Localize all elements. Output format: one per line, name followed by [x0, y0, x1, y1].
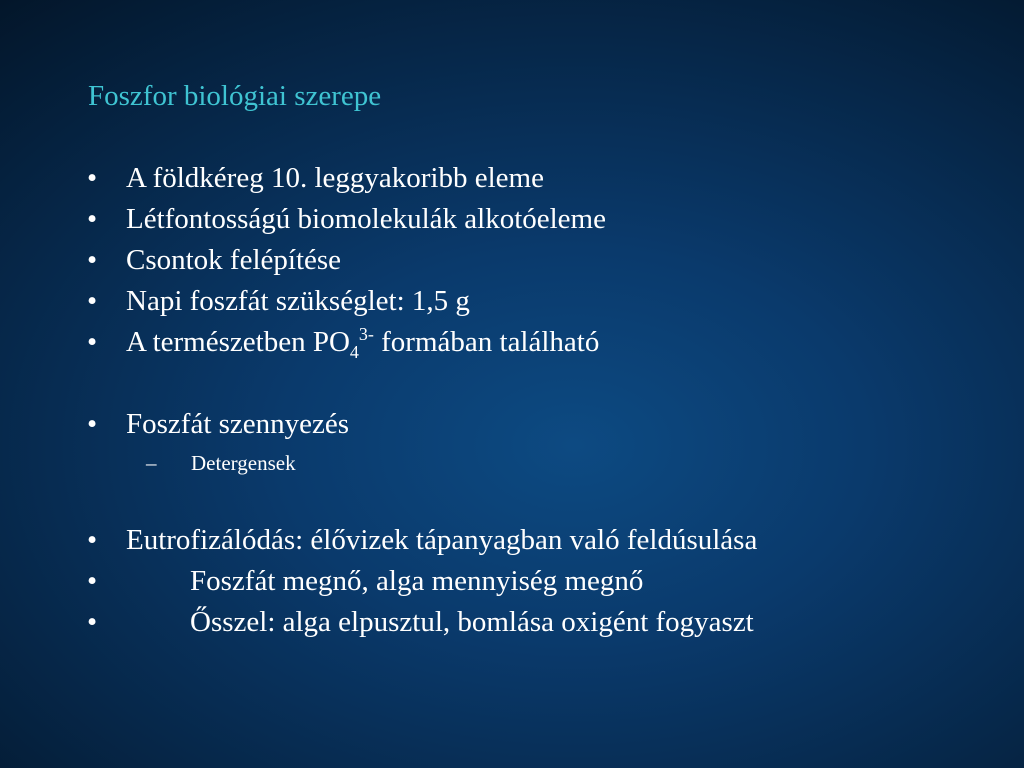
bullet-icon: •: [87, 326, 98, 358]
bullet-icon: •: [87, 565, 98, 597]
po4-suffix: formában található: [373, 326, 600, 358]
bullet-icon: •: [87, 524, 98, 556]
po4-prefix: A természetben PO: [126, 326, 350, 358]
bullet-icon: •: [87, 408, 98, 440]
bullet-icon: •: [87, 606, 98, 638]
bullet-text: Foszfát megnő, alga mennyiség megnő: [190, 565, 644, 597]
pollution-text: Foszfát szennyezés: [126, 408, 350, 440]
bullet-text: Csontok felépítése: [126, 244, 342, 276]
bullet-text: Ősszel: alga elpusztul, bomlása oxigént fogyaszt: [190, 606, 754, 638]
bullet-text: Napi foszfát szükséglet: 1,5 g: [126, 285, 470, 317]
bullet-icon: •: [87, 203, 98, 235]
dash-icon: –: [146, 451, 157, 475]
bullet-icon: •: [87, 244, 98, 276]
sub-bullet-text: Detergensek: [191, 451, 296, 475]
bullet-text: Létfontosságú biomolekulák alkotóeleme: [126, 203, 606, 235]
po4-superscript: 3-: [358, 324, 374, 344]
slide-title: Foszfor biológiai szerepe: [88, 80, 382, 112]
po4-text: [126, 324, 600, 362]
bullet-text: A földkéreg 10. leggyakoribb eleme: [126, 162, 544, 194]
bullet-icon: •: [87, 162, 98, 194]
bullet-icon: •: [87, 285, 98, 317]
eutrophication-text: Eutrofizálódás: élővizek tápanyagban való feldúsulása: [126, 524, 758, 556]
po4-subscript: 4: [349, 342, 359, 362]
